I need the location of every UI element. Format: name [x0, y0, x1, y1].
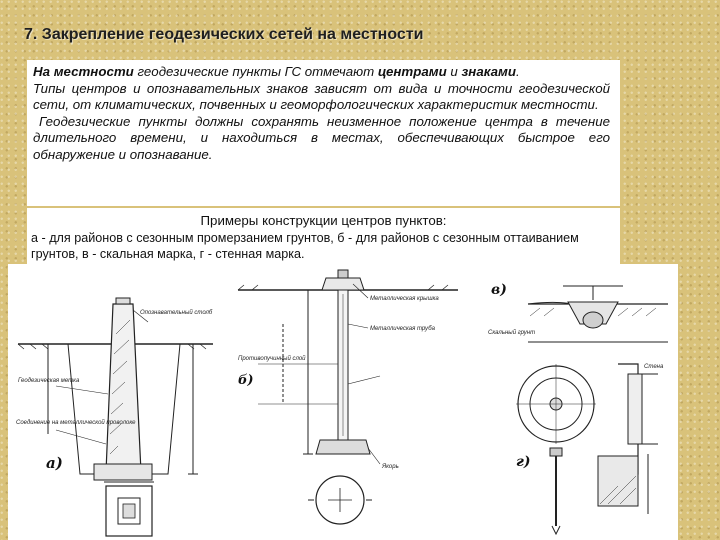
construction-drawings-panel: [8, 264, 678, 540]
examples-description: а - для районов с сезонным промерзанием грунтов, б - для районов с сезонным оттаиванием грунтов, в - скальная марка, г - стенная марка.: [31, 231, 579, 261]
slide-title: 7. Закрепление геодезических сетей на местности: [24, 26, 424, 43]
examples-panel: [27, 208, 620, 266]
b-layer-caption: Противопучинный слой: [238, 356, 306, 362]
a-joint-caption: Соединение на металлической проволоке: [16, 420, 136, 426]
examples-heading: Примеры конструкции центров пунктов:: [200, 213, 447, 228]
a-mark-caption: Геодезическая метка: [18, 378, 80, 384]
a-post-caption: Опознавательный столб: [140, 310, 213, 316]
intro-p1-and: и: [446, 64, 462, 79]
drawing-a: [18, 298, 213, 536]
intro-p1-text-a: геодезические пункты ГС отмечают: [133, 64, 378, 79]
label-b: б): [238, 373, 254, 388]
intro-paragraph-3: Геодезические пункты должны сохранять неизменное положение центра в течение длительного времени, и находиться в местах, обеспечивающих быстрое его обнаружение и опознавание.: [33, 113, 610, 162]
intro-text-panel: [27, 60, 620, 206]
intro-p1-signs: знаками: [461, 64, 516, 79]
intro-paragraph-2: Типы центров и опознавательных знаков зависят от вида и точности геодезической сети, от климатических, почвенных и геоморфологических характеристик местности.: [33, 80, 610, 113]
construction-drawings: [8, 264, 678, 540]
label-g: г): [516, 454, 531, 470]
b-anchor-caption: Якорь: [382, 464, 399, 470]
label-a: а): [46, 454, 63, 472]
b-pipe-caption: Металлическая труба: [370, 326, 435, 332]
v-rock-caption: Скальный грунт: [488, 330, 536, 336]
label-v: в): [491, 282, 507, 298]
intro-p1-end: .: [515, 64, 520, 79]
b-cap-caption: Металлическая крышка: [370, 296, 439, 302]
intro-p1-lead: На местности: [33, 64, 134, 79]
intro-paragraph-1: [33, 64, 610, 81]
drawing-g: [516, 364, 658, 534]
drawing-b: [238, 270, 458, 524]
intro-p1-centers: центрами: [377, 64, 447, 79]
drawing-v: [528, 286, 668, 342]
g-wall-caption: Стена: [644, 364, 664, 370]
